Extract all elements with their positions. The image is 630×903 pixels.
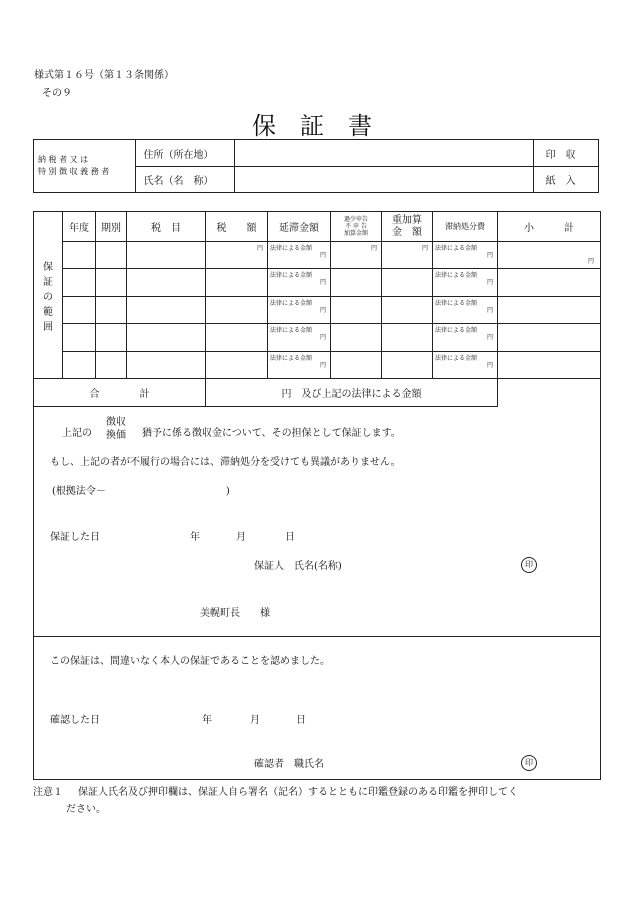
yen-label: 円: [421, 245, 428, 252]
confirmation-text: この保証は、間違いなく本人の保証であることを認めました。: [50, 656, 330, 667]
confirmation-date-label: 確認した日: [50, 715, 100, 726]
cell-tax-amount[interactable]: [206, 352, 268, 379]
cell-period[interactable]: [96, 242, 127, 269]
yen-label: 円: [319, 362, 326, 369]
cell-period[interactable]: [96, 324, 127, 352]
statement-line1: 猶予に係る徴収金について、その担保として保証します。: [142, 428, 401, 439]
col-heavy-line: 重加算: [392, 214, 422, 226]
name-label: 氏名（名 称）: [135, 167, 235, 193]
addressee: 美幌町長 様: [200, 608, 270, 619]
cell-period[interactable]: [96, 352, 127, 379]
cell-arrears-fee[interactable]: [433, 352, 498, 379]
page-title: 保 証 書: [252, 112, 372, 140]
cell-tax-amount[interactable]: [206, 269, 268, 297]
note-label: 注意１: [33, 787, 63, 798]
cell-tax-item[interactable]: [127, 242, 206, 269]
scope-table: [33, 211, 601, 407]
yen-label: 円: [370, 245, 377, 252]
statement-choice: [106, 416, 126, 442]
legal-amount-label: 法律による金額: [270, 272, 313, 279]
form-subnumber: その９: [42, 88, 72, 99]
cell-delinquency[interactable]: [268, 352, 331, 379]
guarantor-label: 保証人 氏名(名称): [254, 561, 342, 572]
yen-label: 円: [319, 279, 326, 286]
col-arrears-fee: 滞納処分費: [433, 212, 498, 242]
address-label: 住所（所在地）: [135, 140, 235, 167]
cell-heavy[interactable]: [382, 242, 433, 269]
cell-year[interactable]: [63, 324, 96, 352]
cell-tax-amount[interactable]: [206, 297, 268, 324]
legal-amount-label: 法律による金額: [270, 245, 313, 252]
choice-collection: 徴収: [106, 417, 126, 428]
yen-label: 円: [486, 334, 493, 341]
cell-period[interactable]: [96, 297, 127, 324]
confirmer-label: 確認者 職氏名: [254, 759, 324, 770]
cell-arrears-fee[interactable]: [433, 324, 498, 352]
payer-label-line1: 納 税 者 又 は: [38, 155, 89, 164]
note-line1: 保証人氏名及び押印欄は、保証人自ら署名（記名）するとともに印鑑登録のある印鑑を押印してく: [78, 787, 518, 798]
col-heavy-line: 金 額: [392, 226, 422, 238]
cell-subtotal[interactable]: [498, 352, 601, 379]
legal-amount-label: 法律による金額: [435, 300, 478, 307]
table-row: [34, 324, 601, 352]
guarantee-year: 年: [190, 532, 200, 543]
yen-label: 円: [486, 252, 493, 259]
cell-undeclared[interactable]: [331, 269, 382, 297]
legal-amount-label: 法律による金額: [435, 245, 478, 252]
col-tax-amount: 税 額: [206, 212, 268, 242]
col-undeclared-line: 不 申 告: [345, 223, 367, 230]
cell-tax-amount[interactable]: [206, 242, 268, 269]
name-field[interactable]: [235, 167, 534, 193]
form-number: 様式第１６号（第１３条関係）: [34, 70, 174, 81]
scope-side-label: [34, 212, 63, 379]
legal-amount-label: 法律による金額: [435, 272, 478, 279]
table-row: [34, 269, 601, 297]
guarantee-day: 日: [285, 532, 295, 543]
cell-tax-amount[interactable]: [206, 324, 268, 352]
yen-label: 円: [319, 334, 326, 341]
yen-label: 円: [486, 362, 493, 369]
col-year: 年度: [63, 212, 96, 242]
cell-heavy[interactable]: [382, 297, 433, 324]
cell-arrears-fee[interactable]: [433, 269, 498, 297]
cell-year[interactable]: [63, 242, 96, 269]
payer-label-line2: 特 別 徴 収 義 務 者: [38, 167, 110, 176]
col-undeclared-line: 加算金額: [343, 230, 368, 237]
cell-heavy[interactable]: [382, 324, 433, 352]
cell-period[interactable]: [96, 269, 127, 297]
cell-arrears-fee[interactable]: [433, 297, 498, 324]
legal-amount-label: 法律による金額: [270, 327, 313, 334]
side-char: 囲: [43, 321, 53, 333]
cell-delinquency[interactable]: [268, 269, 331, 297]
legal-amount-label: 法律による金額: [435, 327, 478, 334]
address-field[interactable]: [235, 140, 534, 167]
col-undeclared: [331, 212, 382, 242]
side-char: の: [43, 291, 53, 303]
col-undeclared-line: 過少申告: [343, 216, 368, 223]
total-text: 円 及び上記の法律による金額: [206, 379, 498, 407]
section-divider: [33, 636, 601, 637]
col-subtotal: 小 計: [498, 212, 601, 242]
choice-conversion: 換価: [106, 430, 126, 441]
legal-basis: (根拠法令－ ): [52, 486, 230, 497]
note-line2: ださい。: [66, 804, 106, 815]
cell-undeclared[interactable]: [331, 297, 382, 324]
payer-label-cell: [34, 140, 136, 193]
payer-table: [33, 139, 599, 193]
yen-label: 円: [486, 307, 493, 314]
legal-amount-label: 法律による金額: [435, 355, 478, 362]
confirmation-day: 日: [296, 715, 306, 726]
side-char: 証: [43, 276, 53, 288]
col-heavy: [382, 212, 433, 242]
cell-tax-item[interactable]: [127, 352, 206, 379]
col-tax-item: 税 目: [127, 212, 206, 242]
cell-arrears-fee[interactable]: [433, 242, 498, 269]
statement-above: 上記の: [62, 428, 92, 439]
cell-undeclared[interactable]: [331, 242, 382, 269]
total-label: 合 計: [34, 379, 206, 407]
yen-label: 円: [319, 252, 326, 259]
scope-header-row: [34, 212, 601, 242]
yen-label: 円: [486, 279, 493, 286]
cell-subtotal[interactable]: [498, 269, 601, 297]
cell-tax-item[interactable]: [127, 297, 206, 324]
table-row: [34, 242, 601, 269]
cell-year[interactable]: [63, 352, 96, 379]
cell-subtotal[interactable]: [498, 242, 601, 269]
confirmer-seal-icon: 印: [521, 755, 537, 771]
side-char: 範: [43, 306, 53, 318]
col-period: 期別: [96, 212, 127, 242]
cell-delinquency[interactable]: [268, 242, 331, 269]
cell-subtotal[interactable]: [498, 297, 601, 324]
col-delinquency: 延滞金額: [268, 212, 331, 242]
yen-label: 円: [587, 258, 594, 265]
legal-amount-label: 法律による金額: [270, 300, 313, 307]
legal-amount-label: 法律による金額: [270, 355, 313, 362]
cell-subtotal[interactable]: [498, 324, 601, 352]
statement-line2: もし、上記の者が不履行の場合には、滞納処分を受けても異議がありません。: [50, 457, 401, 468]
cell-undeclared[interactable]: [331, 324, 382, 352]
cell-tax-item[interactable]: [127, 324, 206, 352]
cell-delinquency[interactable]: [268, 324, 331, 352]
total-row: [34, 379, 601, 407]
cell-undeclared[interactable]: [331, 352, 382, 379]
cell-tax-item[interactable]: [127, 269, 206, 297]
cell-delinquency[interactable]: [268, 297, 331, 324]
cell-year[interactable]: [63, 269, 96, 297]
side-char: 保: [43, 261, 53, 273]
yen-label: 円: [256, 245, 263, 252]
yen-label: 円: [319, 307, 326, 314]
guarantee-month: 月: [236, 532, 246, 543]
guarantor-seal-icon: 印: [521, 557, 537, 573]
confirmation-month: 月: [250, 715, 260, 726]
confirmation-year: 年: [202, 715, 212, 726]
cell-heavy[interactable]: [382, 352, 433, 379]
cell-heavy[interactable]: [382, 269, 433, 297]
stamp-label-top: 印 収: [533, 140, 598, 167]
stamp-label-bottom: 紙 入: [533, 167, 598, 193]
table-row: [34, 297, 601, 324]
table-row: [34, 352, 601, 379]
cell-year[interactable]: [63, 297, 96, 324]
guarantee-date-label: 保証した日: [50, 532, 100, 543]
